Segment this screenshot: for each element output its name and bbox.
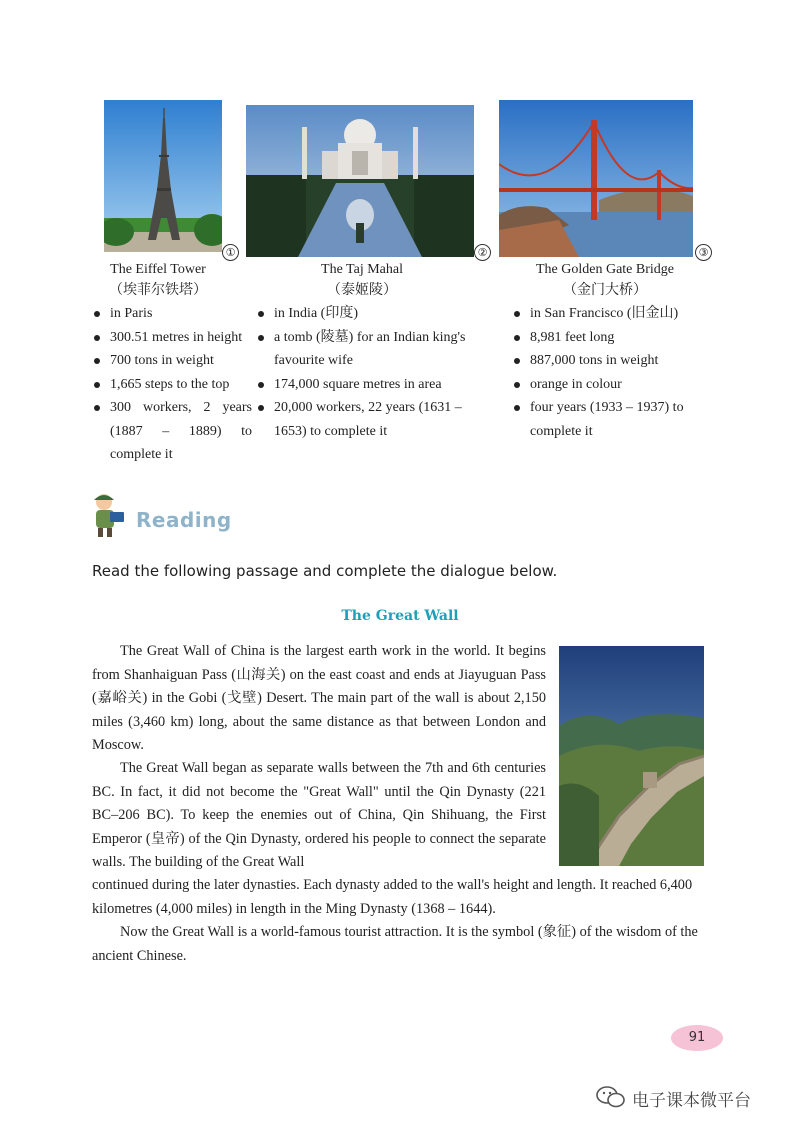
list-item: four years (1933 – 1937) to complete it bbox=[512, 396, 710, 443]
list-item: 700 tons in weight bbox=[92, 349, 252, 373]
caption-taj-cn: （泰姬陵） bbox=[327, 283, 397, 298]
watermark-text: 电子课本微平台 bbox=[632, 1091, 751, 1111]
caption-golden-gate-cn: （金门大桥） bbox=[563, 283, 647, 298]
list-item: 300 workers, 2 years (1887 – 1889) to complete it bbox=[92, 396, 252, 467]
photo-number-2: ② bbox=[474, 244, 491, 261]
caption-taj-name: The Taj Mahal bbox=[321, 262, 403, 277]
caption-eiffel-name: The Eiffel Tower bbox=[110, 262, 206, 277]
reader-character-icon bbox=[88, 492, 130, 538]
great-wall-photo bbox=[559, 646, 704, 866]
caption-eiffel bbox=[88, 259, 228, 301]
list-item: in Paris bbox=[92, 302, 252, 326]
taj-mahal-photo bbox=[246, 105, 474, 257]
list-item: in India (印度) bbox=[256, 302, 486, 326]
list-item: 20,000 workers, 22 years (1631 – 1653) to complete it bbox=[256, 396, 484, 443]
list-item: 1,665 steps to the top bbox=[92, 373, 252, 397]
passage-title: The Great Wall bbox=[341, 608, 459, 624]
list-item: in San Francisco (旧金山) bbox=[512, 302, 712, 326]
paragraph-3: Now the Great Wall is a world-famous tourist attraction. It is the symbol (象征) of the wisdom of the ancient Chinese. bbox=[92, 924, 698, 964]
caption-golden-gate bbox=[510, 259, 700, 301]
list-item: 300.51 metres in height bbox=[92, 326, 252, 350]
list-item: 887,000 tons in weight bbox=[512, 349, 712, 373]
list-item: orange in colour bbox=[512, 373, 712, 397]
reading-heading: Reading bbox=[136, 508, 232, 532]
caption-eiffel-cn: （埃菲尔铁塔） bbox=[109, 283, 207, 298]
eiffel-facts-list bbox=[92, 302, 252, 467]
page-number: 91 bbox=[671, 1025, 723, 1051]
caption-golden-gate-name: The Golden Gate Bridge bbox=[535, 262, 674, 277]
list-item: 174,000 square metres in area bbox=[256, 373, 486, 397]
photo-number-3: ③ bbox=[695, 244, 712, 261]
wechat-icon bbox=[596, 1085, 626, 1109]
golden-gate-bridge-photo bbox=[499, 100, 693, 257]
taj-facts-list bbox=[256, 302, 486, 443]
list-item: a tomb (陵墓) for an Indian king's favourite wife bbox=[256, 326, 474, 373]
golden-gate-facts-list bbox=[512, 302, 712, 443]
paragraph-1: The Great Wall of China is the largest earth work in the world. It begins from Shanhaiguan Pass (山海关) on the east coast and ends at Jiayuguan Pass (嘉峪关) in the Gobi (戈壁) Desert. The main part of the wall is about 2,150 miles (3,460 km) long, about the same distance as that between London and Moscow. bbox=[92, 643, 546, 753]
reading-instruction: Read the following passage and complete the dialogue below. bbox=[92, 562, 558, 580]
paragraph-2b: continued during the later dynasties. Each dynasty added to the wall's height and length. It reached 6,400 kilometres (4,000 miles) in length in the Ming Dynasty (1368 – 1644). bbox=[92, 877, 693, 917]
photo-number-1: ① bbox=[222, 244, 239, 261]
paragraph-2a: The Great Wall began as separate walls between the 7th and 6th centuries BC. In fact, it did not become the "Great Wall" until the Qin Dynasty (221 BC–206 BC). To keep the enemies out of China, Qin Shihuang, the First Emperor (皇帝) of the Qin Dynasty, ordered his people to connect the separate walls. The building of the Great Wall bbox=[92, 760, 546, 870]
eiffel-tower-photo bbox=[104, 100, 222, 252]
caption-taj bbox=[282, 259, 442, 301]
list-item: 8,981 feet long bbox=[512, 326, 712, 350]
